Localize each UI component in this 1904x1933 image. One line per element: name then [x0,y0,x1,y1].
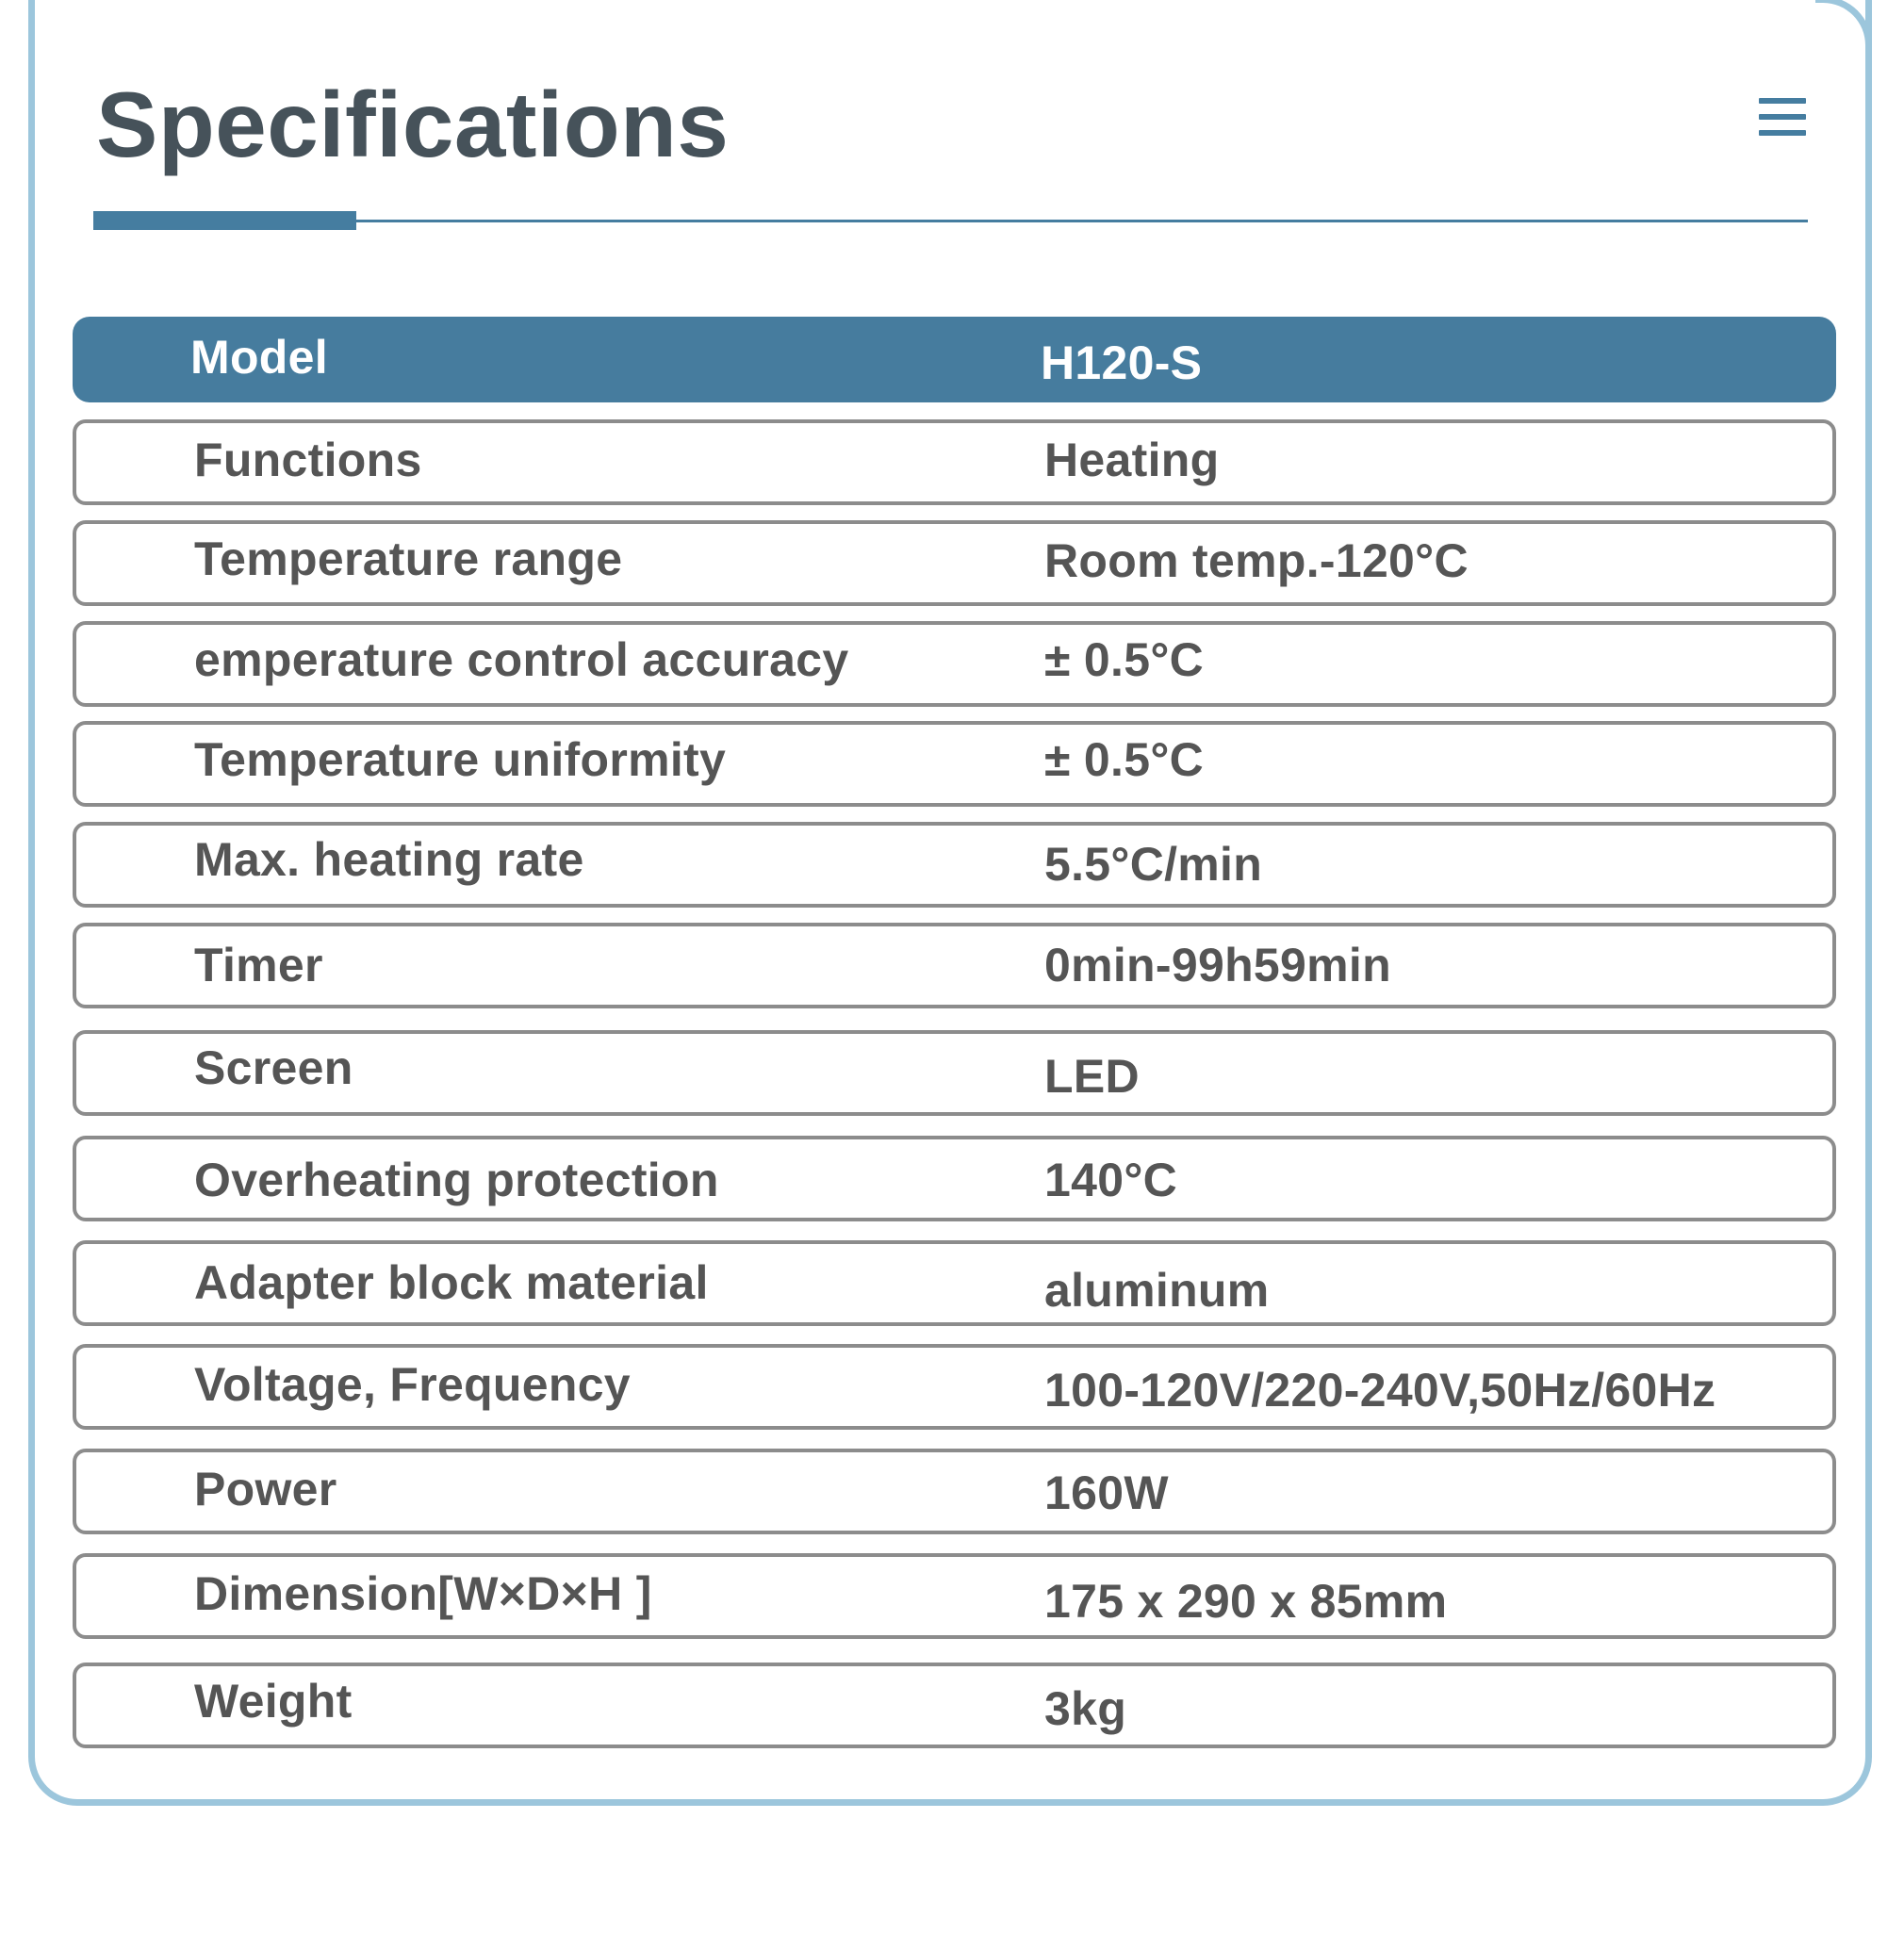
page-title: Specifications [96,73,730,176]
row-label: Max. heating rate [194,833,584,886]
row-value: ± 0.5°C [1044,733,1205,786]
row-label: emperature control accuracy [194,633,849,686]
row-value: 140°C [1044,1154,1178,1206]
row-value: 175 x 290 x 85mm [1044,1575,1448,1628]
table-row [73,822,1836,908]
row-value: aluminum [1044,1264,1270,1317]
table-row [73,1136,1836,1221]
row-label: Temperature range [194,532,623,585]
row-value: 5.5°C/min [1044,838,1263,891]
row-label: Temperature uniformity [194,733,727,786]
table-row [73,1449,1836,1534]
table-row [73,1240,1836,1326]
row-value: Room temp.-120°C [1044,534,1469,587]
row-label: Overheating protection [194,1154,719,1206]
row-value: 0min-99h59min [1044,939,1391,991]
table-row [73,1344,1836,1430]
row-label: Voltage, Frequency [194,1358,631,1411]
row-value: ± 0.5°C [1044,633,1205,686]
table-row [73,621,1836,707]
row-label: Power [194,1463,337,1515]
table-row [73,1663,1836,1748]
table-row [73,923,1836,1008]
menu-icon[interactable] [1759,98,1806,136]
header-label: Model [190,331,328,384]
row-label: Dimension[W×D×H ] [194,1567,652,1620]
row-label: Adapter block material [194,1256,709,1309]
table-row [73,1553,1836,1639]
title-underline-rule [356,220,1808,222]
table-header-row [73,317,1836,402]
row-value: Heating [1044,434,1220,486]
row-label: Timer [194,939,323,991]
row-label: Weight [194,1675,353,1728]
row-value: 160W [1044,1466,1169,1519]
table-row [73,520,1836,606]
table-row [73,721,1836,807]
table-row [73,1030,1836,1116]
header-value: H120-S [1041,336,1203,389]
card-corner-top-left [28,0,85,8]
row-value: LED [1044,1050,1140,1103]
row-value: 100-120V/220-240V,50Hz/60Hz [1044,1364,1716,1417]
title-underline-accent [93,211,356,230]
row-label: Screen [194,1041,353,1094]
row-value: 3kg [1044,1682,1127,1735]
table-row [73,419,1836,505]
row-label: Functions [194,434,422,486]
